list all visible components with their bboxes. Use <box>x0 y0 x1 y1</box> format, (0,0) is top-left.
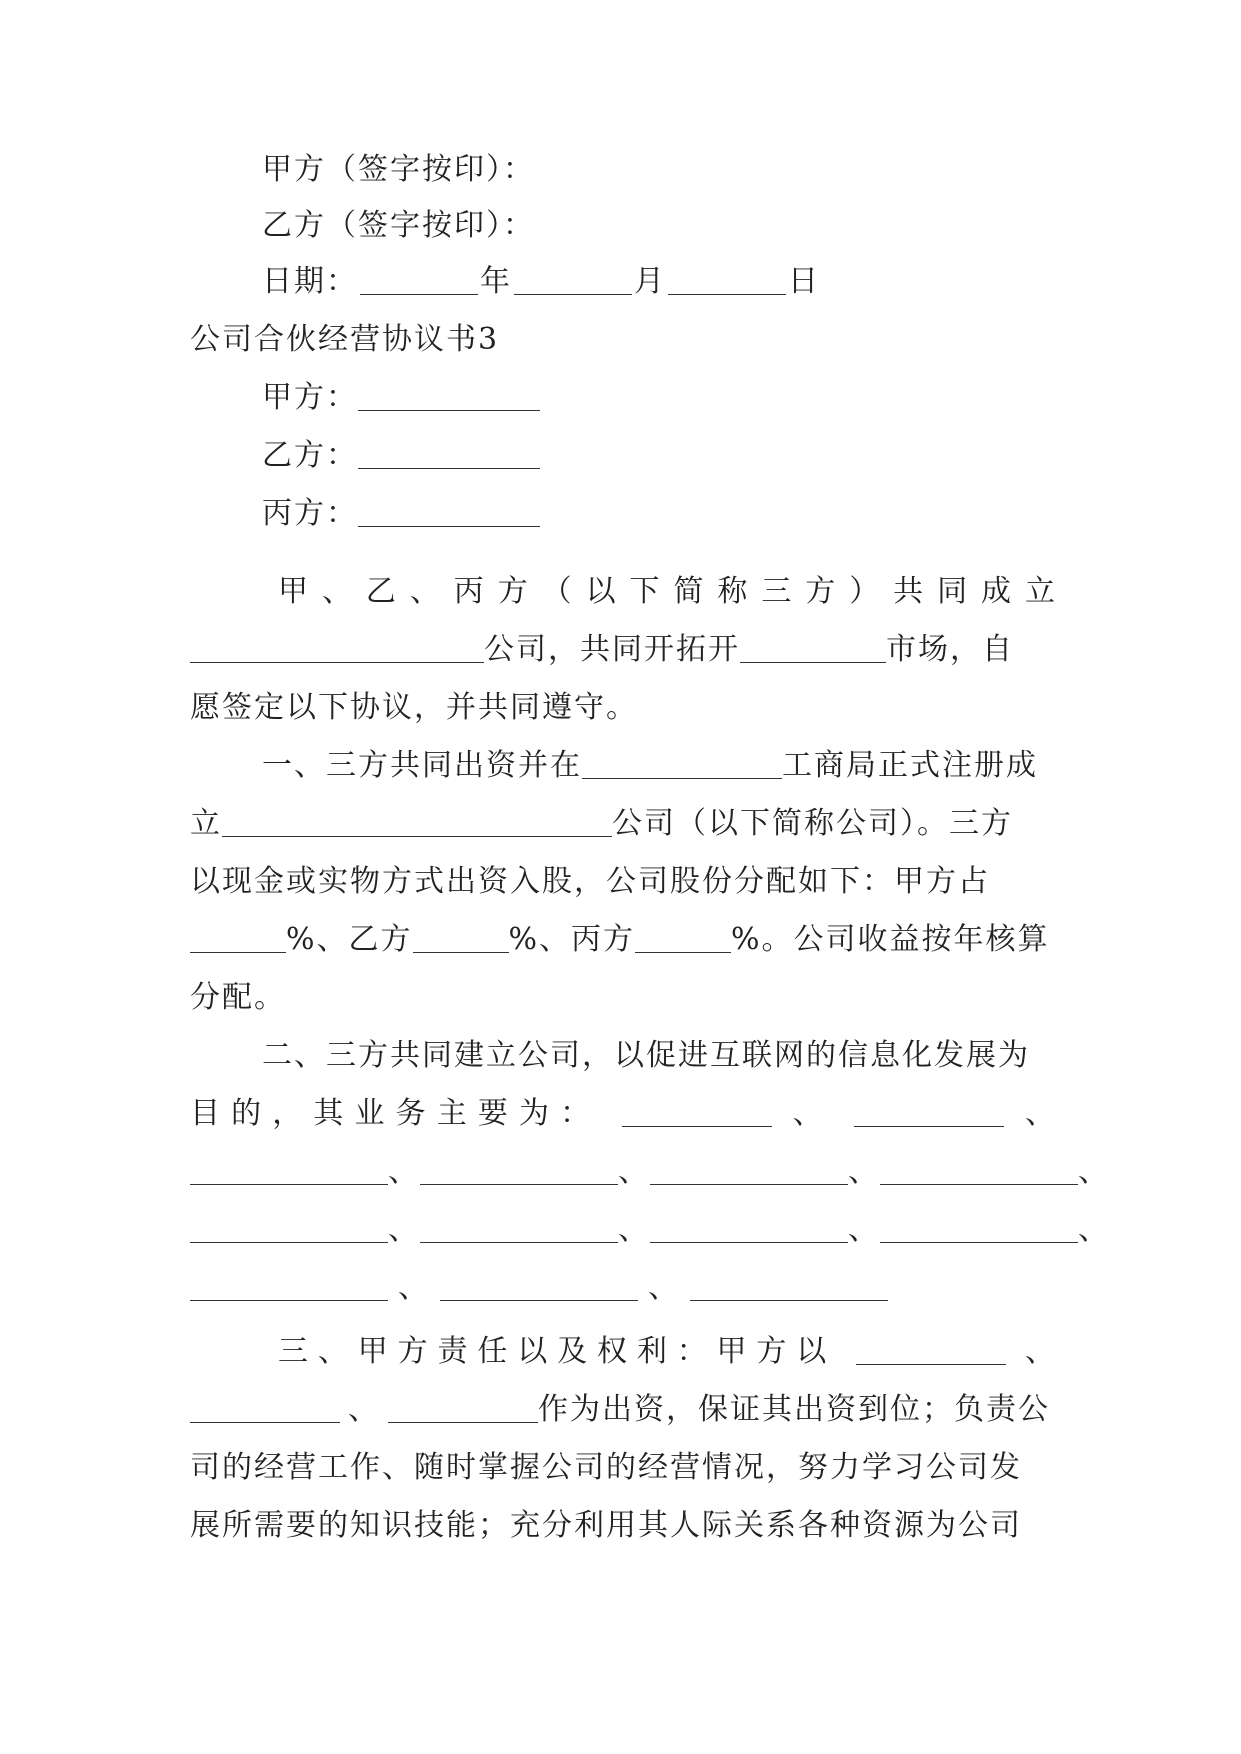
party-c-share-blank[interactable] <box>635 922 731 953</box>
party-a-label: 甲方： <box>262 380 358 415</box>
clause1-text-3: 以现金或实物方式出资入股，公司股份分配如下：甲方占 <box>190 864 990 899</box>
clause2-line-1 <box>262 1036 1057 1076</box>
intro-text-2b: 市场，自 <box>886 632 1014 667</box>
clause1-text-5: 分配。 <box>190 980 286 1015</box>
party-c-blank[interactable] <box>358 496 540 527</box>
date-label: 日期： <box>262 264 358 299</box>
clause1-text-2a: 立 <box>190 806 222 841</box>
clause1-text-1b: 工商局正式注册成 <box>782 748 1038 783</box>
party-b-share-blank[interactable] <box>413 922 509 953</box>
separator: 、 <box>1024 1334 1057 1369</box>
day-label: 日 <box>788 264 820 299</box>
date-line <box>262 262 1057 302</box>
clause1-text-4a: %、乙方 <box>286 922 413 957</box>
clause3-text-1: 三、甲方责任以及权利：甲方以 <box>278 1334 837 1369</box>
separator: 、 <box>1078 1212 1110 1247</box>
clause1-line-4 <box>190 920 1057 960</box>
clause3-line-3 <box>190 1448 1057 1488</box>
separator: 、 <box>1025 1096 1057 1131</box>
intro-text-1: 甲、乙、丙方（以下简称三方）共同成立 <box>278 574 1057 609</box>
party-a-signature-label: 甲方（签字按印）： <box>262 152 535 187</box>
clause2-text-2: 目的，其业务主要为： <box>190 1096 602 1131</box>
contribution-blank-1[interactable] <box>856 1334 1006 1365</box>
business-blank-5[interactable] <box>650 1154 848 1185</box>
business-blank-11[interactable] <box>190 1270 388 1301</box>
separator: 、 <box>618 1154 650 1189</box>
clause3-line-4 <box>190 1506 1057 1546</box>
market-blank[interactable] <box>740 632 886 663</box>
clause3-text-2b: 作为出资，保证其出资到位；负责公 <box>538 1392 1050 1427</box>
clause1-line-2 <box>190 804 1057 844</box>
intro-text-3: 愿签定以下协议，并共同遵守。 <box>190 690 638 725</box>
party-a-line <box>262 378 1057 418</box>
clause1-text-2b: 公司（以下简称公司）。三方 <box>612 806 1013 841</box>
separator: 、 <box>1078 1154 1110 1189</box>
separator: 、 <box>848 1154 880 1189</box>
contribution-blank-2[interactable] <box>190 1392 340 1423</box>
month-blank[interactable] <box>514 264 632 295</box>
intro-line-2 <box>190 630 1057 670</box>
clause2-line-4 <box>190 1210 1110 1250</box>
business-blank-1[interactable] <box>622 1096 772 1127</box>
clause2-line-5 <box>190 1268 1057 1308</box>
agreement-title <box>190 320 1057 360</box>
clause1-text-1a: 一、三方共同出资并在 <box>262 748 582 783</box>
title-text: 公司合伙经营协议书3 <box>190 322 500 357</box>
clause2-text-1: 二、三方共同建立公司，以促进互联网的信息化发展为 <box>262 1038 1030 1073</box>
separator: 、 <box>648 1270 680 1305</box>
business-blank-8[interactable] <box>420 1212 618 1243</box>
day-blank[interactable] <box>668 264 786 295</box>
business-blank-13[interactable] <box>690 1270 888 1301</box>
separator: 、 <box>398 1270 430 1305</box>
year-blank[interactable] <box>360 264 478 295</box>
business-blank-2[interactable] <box>854 1096 1004 1127</box>
party-b-signature-line <box>262 206 1057 246</box>
intro-line-3 <box>190 688 1057 728</box>
clause1-line-1 <box>262 746 1057 786</box>
business-blank-10[interactable] <box>880 1212 1078 1243</box>
clause3-text-3: 司的经营工作、随时掌握公司的经营情况，努力学习公司发 <box>190 1450 1022 1485</box>
party-c-label: 丙方： <box>262 496 358 531</box>
party-b-label: 乙方： <box>262 438 358 473</box>
separator: 、 <box>388 1212 420 1247</box>
party-b-blank[interactable] <box>358 438 540 469</box>
registered-company-blank[interactable] <box>222 806 612 837</box>
business-blank-6[interactable] <box>880 1154 1078 1185</box>
clause3-text-4: 展所需要的知识技能；充分利用其人际关系各种资源为公司 <box>190 1508 1022 1543</box>
contribution-blank-3[interactable] <box>388 1392 538 1423</box>
party-c-line <box>262 494 1057 534</box>
intro-line-1 <box>278 572 1057 612</box>
business-blank-7[interactable] <box>190 1212 388 1243</box>
party-b-signature-label: 乙方（签字按印）： <box>262 208 535 243</box>
year-label: 年 <box>480 264 512 299</box>
separator: 、 <box>348 1392 380 1427</box>
party-a-blank[interactable] <box>358 380 540 411</box>
clause1-text-4b: %、丙方 <box>508 922 636 957</box>
clause1-text-4c: %。公司收益按年核算 <box>731 922 1050 957</box>
clause3-line-1 <box>278 1332 1057 1372</box>
separator: 、 <box>618 1212 650 1247</box>
separator: 、 <box>792 1096 834 1131</box>
business-blank-12[interactable] <box>440 1270 638 1301</box>
party-a-signature-line <box>262 150 1057 190</box>
clause1-line-5 <box>190 978 1057 1018</box>
business-blank-3[interactable] <box>190 1154 388 1185</box>
business-blank-9[interactable] <box>650 1212 848 1243</box>
clause3-line-2 <box>190 1390 1057 1430</box>
business-blank-4[interactable] <box>420 1154 618 1185</box>
clause2-line-2 <box>190 1094 1057 1134</box>
intro-text-2a: 公司，共同开拓开 <box>484 632 740 667</box>
clause2-line-3 <box>190 1152 1110 1192</box>
separator: 、 <box>388 1154 420 1189</box>
party-b-line <box>262 436 1057 476</box>
clause1-line-3 <box>190 862 1057 902</box>
bureau-blank[interactable] <box>582 748 782 779</box>
separator: 、 <box>848 1212 880 1247</box>
company-name-blank[interactable] <box>190 632 484 663</box>
party-a-share-blank[interactable] <box>190 922 286 953</box>
month-label: 月 <box>634 264 666 299</box>
